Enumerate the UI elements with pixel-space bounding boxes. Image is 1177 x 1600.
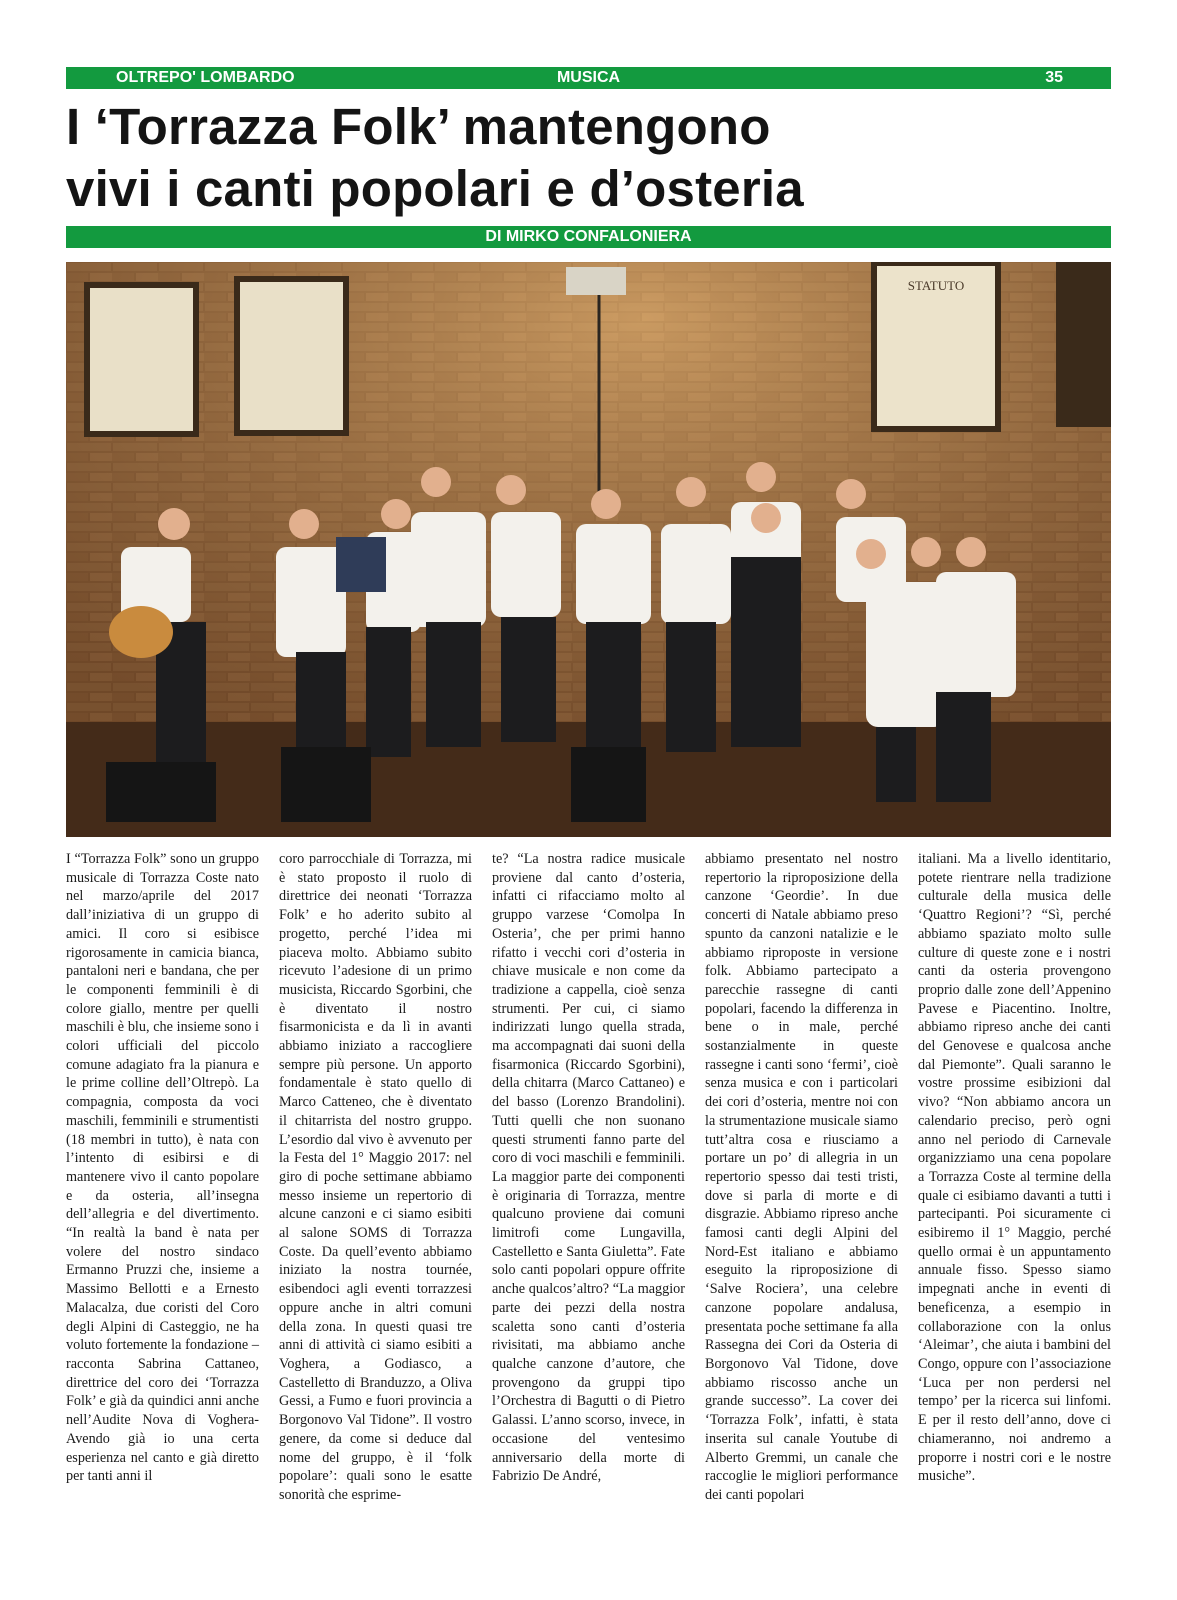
wall-plaque-right	[1056, 262, 1111, 427]
article-column-4	[705, 850, 898, 1505]
section-header-bar	[66, 67, 1111, 89]
wall-plaque-left	[84, 282, 199, 437]
section-label: OLTREPO' LOMBARDO	[116, 69, 295, 86]
wall-plaque-statuto	[871, 262, 1001, 432]
article-body	[66, 850, 1111, 1540]
stage-speaker-center	[281, 747, 371, 822]
paragraph: te? “La nostra radice musicale proviene dal canto d’osteria, infatti ci rifacciamo molto al gruppo varzese ‘Comolpa In Osteria’, che per primi hanno rifatto i vecchi cori d’osteria in chiave musicale e non come da tradizione a cappella, cioè senza strumenti. Per cui, ci siamo indirizzati lungo quella strada, ma accompagnati dai suoni della fisarmonica (Riccardo Sgorbini), della chitarra (Marco Cattaneo) e del basso (Lorenzo Brandolini). Tutti quelli che non suonano questi strumenti fanno parte del coro di voci maschili e femminili. La maggior parte dei componenti è originaria di Torrazza, mentre qualcuno proviene dai comuni limitrofi come Lungavilla, Castelletto e Santa Giuletta”. Fate solo canti popolari oppure offrite anche qualcos’altro? “La maggior parte dei pezzi della nostra scaletta sono canti d’osteria rivisitati, ma abbiamo anche qualche canzone d’autore, che provengono da gruppi tipo l’Orchestra di Bagutti o di Pietro Galassi. L’anno scorso, invece, in occasione del ventesimo anniversario della morte di Fabrizio De André,	[492, 851, 685, 1485]
stage-speaker-right	[571, 747, 646, 822]
paragraph: coro parrocchiale di Torrazza, mi è stato proposto il ruolo di direttrice dei neonati ‘Torrazza Folk’ e ho aderito subito al progetto, perché l’idea mi piaceva molto. Abbiamo subito ricevuto l’adesione di un primo musicista, Riccardo Sgorbini, che è diventato il nostro fisarmonicista e da lì in avanti abbiamo iniziato a raccogliere sempre più persone. Un apporto fondamentale è stato quello di Marco Catteneo, che è diventato il chitarrista del nostro gruppo. L’esordio dal vivo è avvenuto per la Festa del 1° Maggio 2017: nel giro di poche settimane abbiamo messo insieme un repertorio di alcune canzoni e ci siamo esibiti al salone SOMS di Torrazza Coste. Da quell’evento abbiamo iniziato la nostra tournée, esibendoci agli eventi torrazzesi oppure anche in altri comuni della zona. In questi quasi tre anni di attività ci siamo esibiti a Voghera, a Godiasco, a Castelletto di Branduzzo, a Oliva Gessi, a Fumo e fuori provincia a Borgonovo Val Tidone”. Il vostro genere, da come si deduce dal nome del gruppo, è il ‘folk popolare’: quali sono le esatte sonorità che esprime-	[279, 851, 472, 1503]
guitar-icon	[109, 606, 173, 658]
article-column-5	[918, 850, 1111, 1486]
paragraph: italiani. Ma a livello identitario, potete rientrare nella tradizione culturale della musica delle ‘Quattro Regioni’? “Sì, perché abbiamo spaziato molto sulle culture di queste zone e i nostri canti da osteria provengono proprio dalle zone dell’Appenino Pavese e Piacentino. Inoltre, abbiamo ripreso anche dei canti del Genovese e qualcosa anche dal Piemonte”. Quali saranno le vostre prossime esibizioni dal vivo? “Non abbiamo ancora un calendario preciso, però ogni anno nel periodo di Carnevale organizziamo una cena popolare a Torrazza Coste al termine della quale ci esibiamo davanti a tutti i partecipanti. Poi sicuramente ci esibiremo il 1° Maggio, perché quello ormai è un appuntamento annuale fisso. Spesso siamo impegnati anche in eventi di beneficenza, a esempio in collaborazione con la onlus ‘Aleimar’, che aiuta i bambini del Congo, oppure con l’associazione ‘Luca per non perdersi nel tempo’ per la ricerca sui linfomi. E per il resto dell’anno, dove ci chiameranno, noi andremo a proporre i nostri cori e le nostre musiche”.	[918, 851, 1111, 1485]
paragraph: abbiamo presentato nel nostro repertorio la riproposizione della canzone ‘Geordie’. In due concerti di Natale abbiamo preso spunto da canzoni natalizie e le abbiamo riproposte in versione folk. Abbiamo partecipato a parecchie rassegne di canti popolari, facendo la differenza in bene o in male, perché sostanzialmente in queste rassegne i canti sono ‘fermi’, cioè senza musica e con i particolari dei cori d’osteria, mentre noi con la strumentazione musicale siamo tutt’altra cosa e riusciamo a portare un po’ di allegria in un repertorio spesso dai testi tristi, dove si parla di morte e di disgrazie. Abbiamo ripreso anche famosi canti degli Alpini del Nord-Est italiano e abbiamo eseguito la riproposizione di ‘Salve Rociera’, una celebre canzone popolare andalusa, presentata poche settimane fa alla Rassegna dei Cori da Osteria di Borgonovo Val Tidone, dove abbiamo riscosso anche un grande successo”. La cover dei ‘Torrazza Folk’, infatti, è stata inserita sul canale Youtube di Alberto Gremmi, un canale che raccoglie le migliori performance dei canti popolari	[705, 851, 898, 1503]
byline-bar	[66, 226, 1111, 248]
wall-lamp-icon	[566, 267, 626, 295]
headline-line-1: I ‘Torrazza Folk’ mantengono	[66, 98, 771, 155]
headline-line-2: vivi i canti popolari e d’osteria	[66, 160, 804, 217]
author-byline: DI MIRKO CONFALONIERA	[485, 228, 692, 245]
wall-plaque-center-left	[234, 276, 349, 436]
article-column-1	[66, 850, 259, 1486]
article-photo	[66, 262, 1111, 837]
choir-performance-illustration	[66, 262, 1111, 837]
page-number: 35	[1045, 69, 1063, 86]
category-label: MUSICA	[556, 69, 621, 86]
article-column-3	[492, 850, 685, 1486]
article-column-2	[279, 850, 472, 1505]
article-headline	[66, 96, 1111, 220]
stage-speaker-left	[106, 762, 216, 822]
accordion-icon	[336, 537, 386, 592]
plaque-title: STATUTO	[907, 278, 965, 293]
paragraph: I “Torrazza Folk” sono un gruppo musicale di Torrazza Coste nato nel marzo/aprile del 2017 dall’iniziativa di un gruppo di amici. Il coro si esibisce rigorosamente in camicia bianca, pantaloni neri e bandana, che per le componenti femminili è di colore giallo, mentre per quelli maschili è blu, che insieme sono i colori ufficiali del piccolo comune adagiato fra la pianura e le prime colline dell’Oltrepò. La compagnia, composta da voci maschili, femminili e strumentisti (18 membri in tutto), è nata con l’intento di esibirsi e di mantenere vivo il canto popolare e da osteria, all’insegna dell’allegria e del divertimento. “In realtà la band è nata per volere del nostro sindaco Ermanno Pruzzi che, insieme a Massimo Bellotti e a Ernesto Malacalza, due coristi del Coro degli Alpini di Casteggio, ne ha voluto fortemente la fondazione –racconta Sabrina Cattaneo, direttrice del coro dei ‘Torrazza Folk’ e già da quindici anni anche nell’Audite Nova di Voghera- Avendo già io una certa esperienza nel canto e già diretto per tanti anni il	[66, 851, 259, 1485]
